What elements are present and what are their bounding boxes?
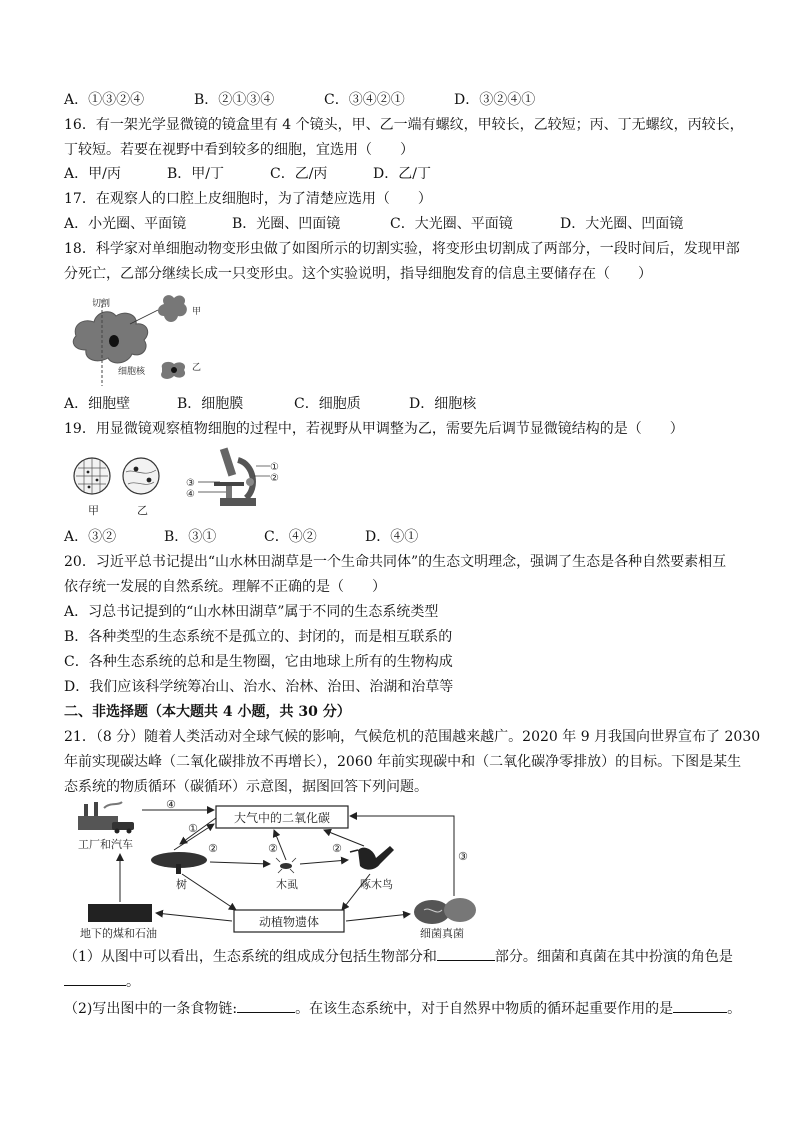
q19-option-c[interactable]: C．④②	[264, 529, 317, 545]
q21-stem-line1: 21．（8 分）随着人类活动对全球气候的影响，气候危机的范围越来越广。2020 年 9 月我国向世界宣布了 2030	[64, 729, 761, 745]
label-jia: 甲	[192, 307, 202, 317]
q17-option-a[interactable]: A．小光圈、平面镜	[64, 216, 187, 232]
arrow-tree-remains	[182, 874, 236, 910]
arrow-remains-coal	[156, 913, 232, 921]
q21-p2-text-c: 。	[727, 1001, 742, 1017]
arrow-tree-aphid	[210, 862, 270, 864]
q19-option-d[interactable]: D．④①	[365, 529, 419, 545]
q19-stem: 19．用显微镜观察植物细胞的过程中，若视野从甲调整为乙，需要先后调节显微镜结构的是（ ）	[64, 421, 684, 437]
q15-options	[64, 90, 535, 110]
q18-option-c[interactable]: C．细胞质	[294, 396, 361, 412]
label-woodpecker: 啄木鸟	[360, 878, 393, 891]
label-arrow-2c: ②	[332, 842, 342, 855]
factory-car-icon	[78, 802, 134, 834]
q18-stem-line2: 分死亡，乙部分继续长成一只变形虫。这个实验说明，指导细胞发育的信息主要储存在（ ）	[64, 266, 652, 282]
arrow-woodpecker-remains	[342, 874, 370, 910]
q15-option-a[interactable]: A．①③②④	[64, 92, 145, 108]
q21-p1-blank-2[interactable]	[64, 971, 126, 986]
label-yi: 乙	[192, 363, 202, 373]
q21-part2	[64, 998, 741, 1019]
tree-icon	[151, 852, 207, 874]
q21-p1-text-a: （1）从图中可以看出，生态系统的组成成分包括生物部分和	[64, 949, 437, 965]
q21-p2-blank-2[interactable]	[673, 998, 727, 1013]
label-cut: 切割	[92, 299, 111, 309]
q20-stem-line2: 依存统一发展的自然系统。理解不正确的是（ ）	[64, 579, 386, 595]
q21-p1-text-c: 。	[126, 974, 140, 990]
view-yi	[123, 458, 159, 494]
woodpecker-icon	[350, 846, 394, 870]
label-arrow-2a: ②	[208, 842, 218, 855]
q21-part1-line1	[64, 946, 733, 967]
q19-option-b[interactable]: B．③①	[164, 529, 217, 545]
label-co2: 大气中的二氧化碳	[233, 811, 331, 825]
q16-options	[64, 164, 431, 184]
q21-p2-blank-1[interactable]	[237, 998, 295, 1013]
q20-stem-line1: 20．习近平总书记提出“山水林田湖草是一个生命共同体”的生态文明理念，强调了生态是各种自然要素相互	[64, 554, 727, 570]
label-n3: ③	[186, 478, 195, 489]
q16-option-d[interactable]: D．乙/丁	[373, 166, 431, 182]
microscope-figure	[70, 442, 290, 520]
label-arrow-4: ④	[166, 800, 176, 811]
arrow-1-up	[180, 818, 216, 844]
q18-option-a[interactable]: A．细胞壁	[64, 396, 131, 412]
label-arrow-3: ③	[458, 850, 468, 863]
q17-option-d[interactable]: D．大光圈、凹面镜	[560, 216, 684, 232]
q18-option-d[interactable]: D．细胞核	[409, 396, 477, 412]
q20-option-b[interactable]: B．各种类型的生态系统不是孤立的、封闭的，而是相互联系的	[64, 629, 453, 645]
q21-p1-text-b: 部分。细菌和真菌在其中扮演的角色是	[494, 949, 733, 965]
part-yi-nucleus	[171, 367, 177, 373]
carbon-cycle-diagram	[64, 800, 484, 940]
label-remains: 动植物遗体	[258, 915, 320, 929]
q16-option-c[interactable]: C．乙/丙	[270, 166, 328, 182]
q16-option-b[interactable]: B．甲/丁	[167, 166, 225, 182]
arrow-remains-fungi	[346, 914, 410, 921]
q16-stem-line1: 16．有一架光学显微镜的镜盒里有 4 个镜头，甲、乙一端有螺纹，甲较长，乙较短；丙、丁无螺纹，丙较长，	[64, 117, 744, 133]
label-fungi: 细菌真菌	[420, 927, 464, 940]
amoeba-cutting-figure	[66, 288, 216, 388]
label-view-yi: 乙	[137, 504, 148, 517]
q18-option-b[interactable]: B．细胞膜	[177, 396, 244, 412]
label-factory: 工厂和汽车	[78, 838, 133, 851]
q18-stem-line1: 18．科学家对单细胞动物变形虫做了如图所示的切割实验，将变形虫切割成了两部分，一段时间后，发现甲部	[64, 241, 740, 257]
label-n4: ④	[186, 489, 195, 500]
q19-option-a[interactable]: A．③②	[64, 529, 117, 545]
label-n1: ①	[270, 462, 279, 473]
q21-part1-line2	[64, 971, 140, 992]
arrow-woodpecker-co2	[324, 830, 364, 846]
q17-option-b[interactable]: B．光圈、凹面镜	[232, 216, 341, 232]
q21-stem-line2: 年前实现碳达峰（二氧化碳排放不再增长），2060 年前实现碳中和（二氧化碳净零排放）的目标。下图是某生	[64, 754, 742, 770]
q16-option-a[interactable]: A．甲/丙	[64, 166, 121, 182]
q15-option-d[interactable]: D．③②④①	[454, 92, 536, 108]
q15-option-b[interactable]: B．②①③④	[194, 92, 275, 108]
q21-stem-line3: 态系统的物质循环（碳循环）示意图，据图回答下列问题。	[64, 779, 428, 795]
q16-stem-line2: 丁较短。若要在视野中看到较多的细胞，宜选用（ ）	[64, 142, 414, 158]
label-nucleus: 细胞核	[118, 367, 146, 377]
label-arrow-2b: ②	[268, 842, 278, 855]
label-tree: 树	[176, 878, 187, 891]
q15-option-c[interactable]: C．③④②①	[324, 92, 405, 108]
microscope-icon	[214, 447, 256, 506]
label-view-jia: 甲	[88, 504, 99, 517]
q21-p1-blank-1[interactable]	[437, 946, 495, 961]
q20-option-a[interactable]: A．习总书记提到的“山水林田湖草”属于不同的生态系统类型	[64, 604, 439, 620]
section-heading: 二、非选择题（本大题共 4 小题，共 30 分）	[64, 704, 351, 720]
amoeba-nucleus	[109, 335, 119, 347]
aphid-icon	[276, 858, 296, 873]
label-coal: 地下的煤和石油	[80, 927, 157, 940]
q20-option-c[interactable]: C．各种生态系统的总和是生物圈，它由地球上所有的生物构成	[64, 654, 453, 670]
part-jia	[158, 295, 187, 322]
label-n2: ②	[270, 473, 279, 484]
bacteria-fungi-icon	[414, 898, 476, 924]
q17-options	[64, 214, 683, 234]
coal-oil-icon	[88, 904, 152, 922]
label-aphid: 木虱	[276, 878, 298, 891]
q17-option-c[interactable]: C．大光圈、平面镜	[390, 216, 513, 232]
q20-option-d[interactable]: D．我们应该科学统筹冶山、治水、治林、治田、治湖和治草等	[64, 679, 454, 695]
q21-p2-text-a: （2)写出图中的一条食物链:	[64, 1001, 238, 1017]
q18-options	[64, 394, 476, 414]
arrow-aphid-woodpecker	[300, 860, 348, 864]
q19-options	[64, 527, 418, 547]
label-arrow-1: ①	[188, 822, 198, 835]
q17-stem: 17．在观察人的口腔上皮细胞时，为了清楚应选用（ ）	[64, 191, 432, 207]
q21-p2-text-b: 。在该生态系统中，对于自然界中物质的循环起重要作用的是	[295, 1001, 674, 1017]
